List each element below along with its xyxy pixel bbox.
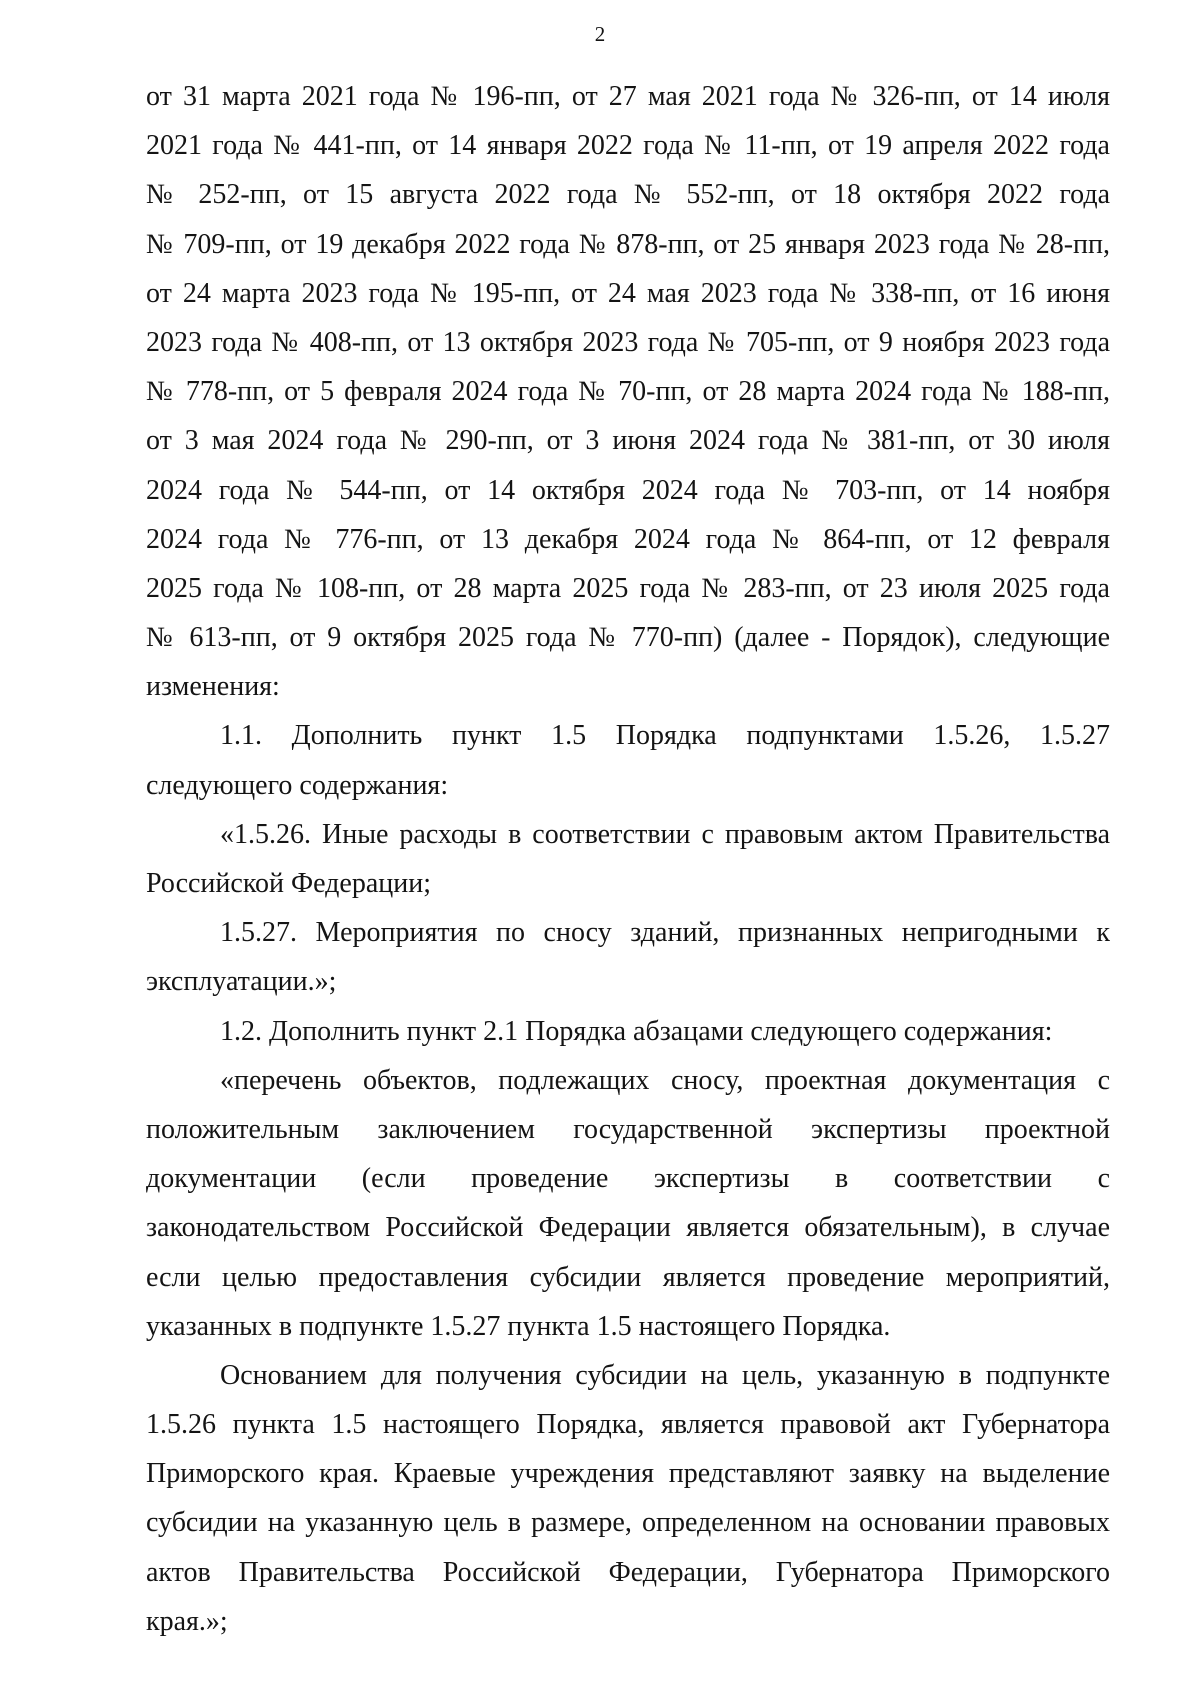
text-line: 1.1. Дополнить пункт 1.5 Порядка подпунктами 1.5.26, 1.5.27: [220, 720, 1110, 752]
text-line: «перечень объектов, подлежащих сносу, проектная документация с: [220, 1064, 1110, 1096]
text-line: эксплуатации.»;: [146, 966, 337, 998]
text-line: положительным заключением государственной экспертизы проектной: [146, 1113, 1110, 1145]
document-body: [146, 72, 1110, 1646]
text-line: № 252-пп, от 15 августа 2022 года № 552-пп, от 18 октября 2022 года: [146, 179, 1110, 211]
page-number: 2: [594, 22, 606, 46]
text-line: края.»;: [146, 1605, 228, 1637]
text-line: от 31 марта 2021 года № 196-пп, от 27 мая 2021 года № 326-пп, от 14 июля: [146, 81, 1110, 112]
text-line: субсидии на указанную цель в размере, определенном на основании правовых: [146, 1507, 1110, 1539]
text-line: документации (если проведение экспертизы в соответствии с: [146, 1163, 1110, 1195]
text-line: № 613-пп, от 9 октября 2025 года № 770-пп) (далее - Порядок), следующие: [146, 622, 1110, 654]
text-line: Приморского края. Краевые учреждения представляют заявку на выделение: [146, 1458, 1110, 1490]
text-line: 2023 года № 408-пп, от 13 октября 2023 года № 705-пп, от 9 ноября 2023 года: [146, 326, 1110, 358]
text-line: 1.5.27. Мероприятия по сносу зданий, признанных непригодными к: [220, 917, 1110, 949]
text-line: Российской Федерации;: [146, 868, 432, 899]
text-line: от 3 мая 2024 года № 290-пп, от 3 июня 2024 года № 381-пп, от 30 июля: [146, 425, 1110, 457]
text-line: № 709-пп, от 19 декабря 2022 года № 878-пп, от 25 января 2023 года № 28-пп,: [146, 228, 1110, 260]
text-line: № 778-пп, от 5 февраля 2024 года № 70-пп, от 28 марта 2024 года № 188-пп,: [146, 376, 1110, 408]
text-line: изменения:: [146, 671, 280, 703]
text-line: 2024 года № 544-пп, от 14 октября 2024 года № 703-пп, от 14 ноября: [146, 474, 1110, 506]
text-line: 2021 года № 441-пп, от 14 января 2022 года № 11-пп, от 19 апреля 2022 года: [146, 130, 1110, 162]
text-line: Основанием для получения субсидии на цель, указанную в подпункте: [220, 1359, 1110, 1391]
text-line: следующего содержания:: [146, 769, 449, 801]
text-line: «1.5.26. Иные расходы в соответствии с правовым актом Правительства: [220, 818, 1110, 850]
text-line: от 24 марта 2023 года № 195-пп, от 24 мая 2023 года № 338-пп, от 16 июня: [146, 277, 1110, 309]
text-line: 1.2. Дополнить пункт 2.1 Порядка абзацами следующего содержания:: [220, 1015, 1053, 1047]
text-line: 2025 года № 108-пп, от 28 марта 2025 года № 283-пп, от 23 июля 2025 года: [146, 572, 1110, 604]
text-line: законодательством Российской Федерации является обязательным), в случае: [146, 1212, 1110, 1244]
text-line: если целью предоставления субсидии является проведение мероприятий,: [146, 1261, 1110, 1293]
text-line: 2024 года № 776-пп, от 13 декабря 2024 года № 864-пп, от 12 февраля: [146, 523, 1110, 555]
text-line: 1.5.26 пункта 1.5 настоящего Порядка, является правовой акт Губернатора: [146, 1409, 1110, 1441]
text-line: указанных в подпункте 1.5.27 пункта 1.5 настоящего Порядка.: [146, 1310, 891, 1342]
text-line: актов Правительства Российской Федерации, Губернатора Приморского: [146, 1556, 1110, 1588]
